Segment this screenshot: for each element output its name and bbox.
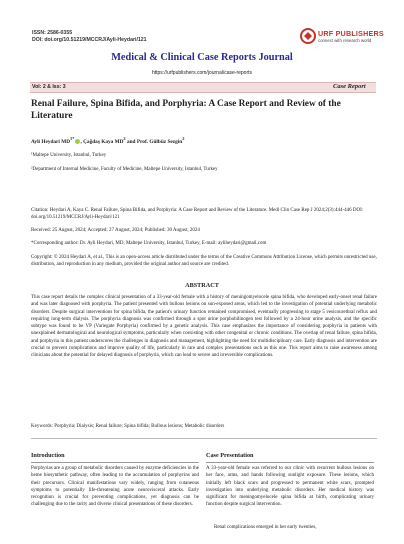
section-divider	[31, 438, 377, 439]
case-presentation-text: A 33-year-old female was referred to our clinic with recurrent bullous lesions on her face, arms, and hands following sunlight exposure. These lesions, which initially left black scars and progressed to permanent white scars, prompted investigation into underlying metabolic disorders. Her medical history was significant for meningomyelocele spina bifida at birth, complicating urinary function despite surgical intervention.	[206, 466, 374, 508]
case-presentation-heading: Case Presentation	[206, 452, 254, 459]
case-heading-rule	[206, 462, 374, 463]
author-2-sup: 2	[123, 136, 126, 141]
keywords: Keywords: Porphyria; Dialysis; Renal failure; Spina bifida; Bullous lesions; Metabolic disorders	[31, 424, 225, 429]
affiliation-1: ¹Maltepe University, Istanbul, Turkey	[31, 153, 107, 158]
publisher-name: URF PUBLISHERS	[318, 29, 384, 38]
author-3: and Prof. Gülbüz Sezgin	[125, 138, 183, 145]
volume-bar	[30, 82, 376, 93]
introduction-heading-rule	[31, 462, 199, 463]
issn-doi-block	[32, 30, 147, 44]
abstract-text: This case report details the complex clinical presentation of a 33-year-old female with a history of meningomyelocele spina bifida, who developed early-onset renal failure and was later diagnosed with porphyria. The patient presented with bullous lesions on sun-exposed areas, which led to the investigation of potential underlying metabolic disorders. Despite surgical interventions for spina bifida, the patient's urinary function remained compromised, eventually progressing to stage 5 vesicourethral reflux and requiring long-term dialysis. The porphyria diagnosis was confirmed through a spot urine porphobilinogen test followed by a 24-hour urine analysis, and the specific subtype was found to be VP (Variegate Porphyria) confirmed by a genetic analysis. This case emphasizes the importance of considering porphyria in patients with unexplained dermatological and neurological symptoms, particularly when coexisting with other congenital or chronic conditions. The overlap of renal failure, spina bifida, and porphyria in this patient underscores the challenges in diagnosis and management, highlighting the need for multidisciplinary care. Early diagnosis and intervention are crucial to prevent complications and improve quality of life, particularly in rare and complex presentations such as this one. This report aims to raise awareness among clinicians about the potential for delayed diagnosis of porphyria, which can lead to severe and irreversible complications.	[31, 295, 377, 359]
author-1: Ayli Heydari MD	[31, 138, 71, 145]
article-title: Renal Failure, Spina Bifida, and Porphyria: A Case Report and Review of the Literature	[31, 99, 341, 121]
author-1-sup: 1*	[70, 136, 75, 141]
dates: Received: 25 August, 2024; Accepted: 27 August, 2024; Published: 30 August, 2024	[31, 228, 200, 233]
case-presentation-text-2: Renal complications emerged in her early twenties,	[214, 525, 317, 530]
journal-title: Medical & Clinical Case Reports Journal	[111, 52, 293, 63]
journal-url[interactable]: https://urfpublishers.com/journal/case-reports	[151, 70, 253, 76]
introduction-text: Porphyrias are a group of metabolic disorders caused by enzyme deficiencies in the heme biosynthetic pathway, often leading to the accumulation of porphyrins and their precursors. Clinical manifestations vary widely, ranging from cutaneous symptoms to potentially life-threatening acute neurovisceral attacks. Early recognition is crucial for preventing complications, yet diagnosis can be challenging due to the rarity and diverse clinical presentations of these disorders.	[31, 466, 199, 508]
author-2: , Çağdaş Kaya MD	[80, 138, 124, 145]
article-type: Case Report	[333, 82, 366, 90]
abstract-heading: ABSTRACT	[185, 282, 219, 289]
affiliation-2: ²Department of Internal Medicine, Faculty of Medicine, Maltepe University, Istanbul, Turkey	[31, 167, 218, 172]
author-list	[31, 136, 184, 145]
citation: Citation: Heydari A, Kaya C. Renal Failure, Spina Bifida, and Porphyria: A Case Report and Review of the Literature. Medi Clin Case Rep J 2024;2(3):444-446 DOI: doi.org/10.51219/MCCRJ/Ayli-Heydari/121	[31, 208, 364, 220]
copyright: Copyright: © 2024 Heydari A, et al., This is an open-access article distributed under the terms of the Creative Commons Attribution License, which permits unrestricted use, distribution, and reproduction in any medium, provided the original author and source are credited.	[31, 255, 377, 267]
corresponding-author: *Corresponding author: Dr. Ayli Heydari, MD, Maltepe University, Istanbul, Turkey, E-mail: ayliheydari@gmail.com	[31, 241, 267, 246]
volume-issue: Vol: 2 & Iss: 3	[32, 83, 66, 90]
introduction-heading: Introduction	[31, 452, 65, 459]
doi: DOI: doi.org/10.51219/MCCRJ/Ayli-Heydari/121	[32, 37, 147, 43]
issn: ISSN: 2586-0355	[32, 30, 73, 36]
publisher-tagline: connect with research world	[318, 38, 372, 43]
author-3-sup: 2	[182, 136, 185, 141]
